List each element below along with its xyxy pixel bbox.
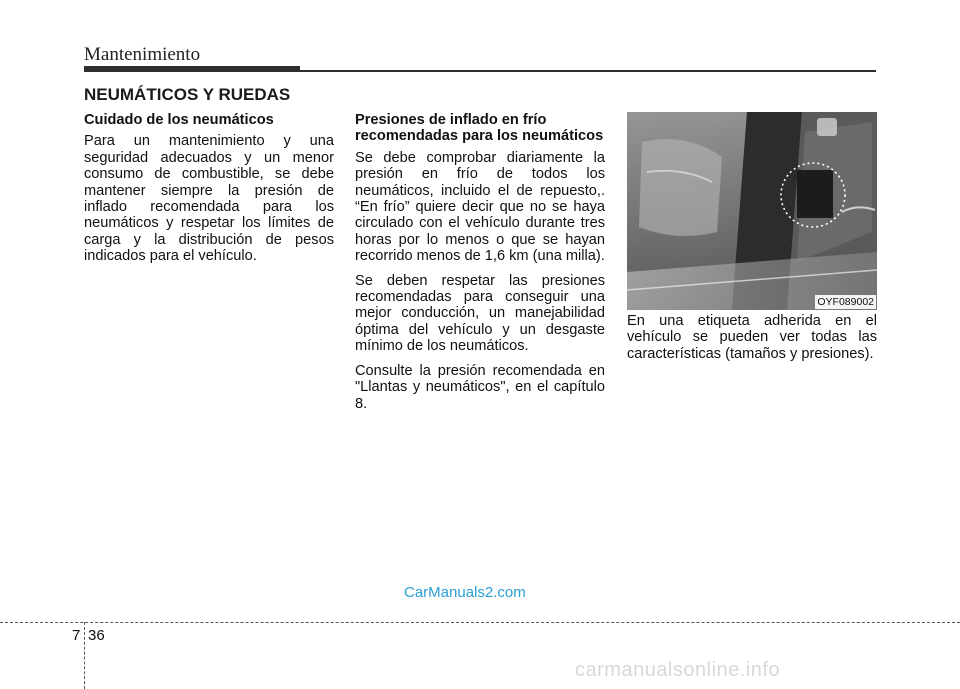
- chapter-number: 7: [72, 627, 81, 644]
- column-tire-care: [84, 112, 334, 273]
- page-number: 36: [88, 627, 105, 644]
- site-watermark: carmanualsonline.info: [575, 659, 781, 681]
- column-label-info: [627, 313, 877, 370]
- paragraph: Se deben respetar las presiones recomendadas para conseguir una mejor conducción, un manejabilidad óptima del vehículo y un desgaste mínimo de los neumáticos.: [355, 272, 605, 355]
- header-bar: [84, 66, 300, 72]
- heading-cold-pressure: Presiones de inflado en frío recomendadas para los neumáticos: [355, 112, 604, 145]
- section-title: NEUMÁTICOS Y RUEDAS: [84, 85, 291, 104]
- paragraph: Consulte la presión recomendada en "Llantas y neumáticos", en el capítulo 8.: [355, 362, 605, 412]
- chapter-title: Mantenimiento: [84, 44, 201, 65]
- paragraph: En una etiqueta adherida en el vehículo se pueden ver todas las características (tamaños y presiones).: [627, 313, 877, 362]
- footer-divider: [0, 622, 960, 623]
- heading-tire-care: Cuidado de los neumáticos: [84, 112, 274, 128]
- door-jamb-illustration: [627, 112, 877, 310]
- door-jamb-photo: [627, 112, 877, 310]
- header-rule: [300, 70, 876, 72]
- paragraph: Se debe comprobar diariamente la presión en frío de todos los neumáticos, incluido el de repuesto,. “En frío” quiere decir que no se haya circulado con el vehículo durante tres horas por lo menos o que se hayan recorrido menos de 1,6 km (una milla).: [355, 149, 605, 265]
- footer-vertical-divider: [84, 622, 85, 689]
- column-cold-pressure: [355, 112, 605, 420]
- paragraph: Para un mantenimiento y una seguridad adecuados y un menor consumo de combustible, se debe mantener siempre la presión de inflado recomendada para los neumáticos y respetar los límites de carga y la distribución de pesos indicados para el vehículo.: [84, 133, 334, 265]
- watermark-link[interactable]: CarManuals2.com: [404, 584, 526, 601]
- figure-label: OYF089002: [817, 296, 874, 308]
